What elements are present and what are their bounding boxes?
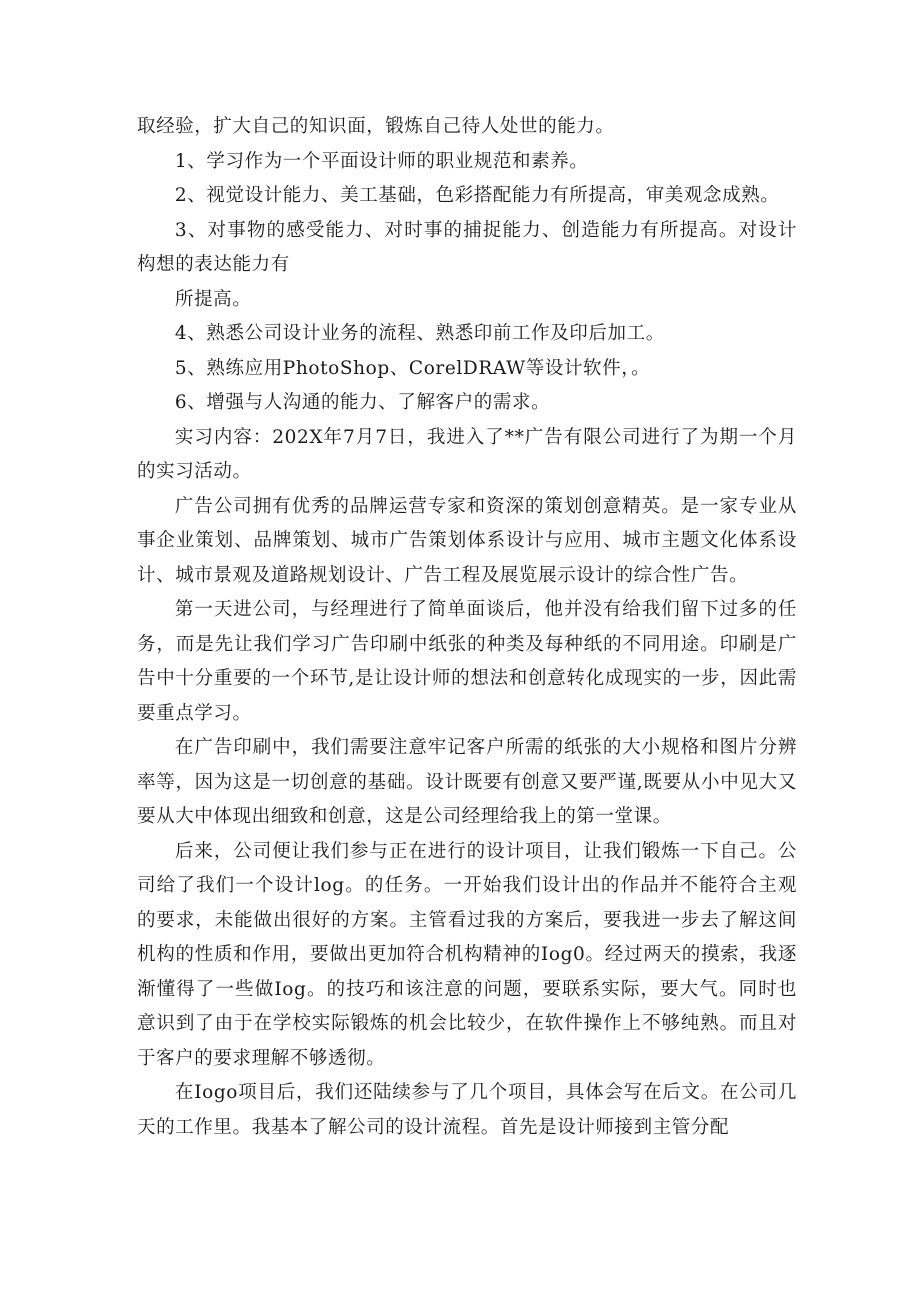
paragraph: 所提高。	[174, 288, 252, 310]
paragraph: 第一天进公司，与经理进行了简单面谈后，他并没有给我们留下过多的任务，而是先让我们学习广告印刷中纸张的种类及每种纸的不同用途。印刷是广告中十分重要的一个环节,是让设计师的想法和创意转化成现实的一步，因此需要重点学习。	[137, 599, 797, 724]
document-body	[137, 110, 797, 1145]
paragraph: 广告公司拥有优秀的品牌运营专家和资深的策划创意精英。是一家专业从事企业策划、品牌策划、城市广告策划体系设计与应用、城市主题文化体系设计、城市景观及道路规划设计、广告工程及展览展示设计的综合性广告。	[137, 495, 797, 586]
paragraph: 取经验，扩大自己的知识面，锻炼自己待人处世的能力。	[137, 116, 615, 137]
paragraph: 6、增强与人沟通的能力、了解客户的需求。	[174, 392, 551, 413]
paragraph: 后来，公司便让我们参与正在进行的设计项目，让我们锻炼一下自己。公司给了我们一个设计log。的任务。一开始我们设计出的作品并不能符合主观的要求，未能做出很好的方案。主管看过我的方案后，要我进一步去了解这间机构的性质和作用，要做出更加符合机构精神的Iog0。经过两天的摸索，我逐渐懂得了一些做Iog。的技巧和该注意的问题，要联系实际，要大气。同时也意识到了由于在学校实际锻炼的机会比较少，在软件操作上不够纯熟。而且对于客户的要求理解不够透彻。	[137, 840, 797, 1069]
paragraph: 在广告印刷中，我们需要注意牢记客户所需的纸张的大小规格和图片分辨率等，因为这是一切创意的基础。设计既要有创意又要严谨,既要从小中见大又要从大中体现出细致和创意，这是公司经理给我上的第一堂课。	[137, 737, 797, 827]
paragraph: 4、熟悉公司设计业务的流程、熟悉印前工作及印后加工。	[174, 323, 665, 344]
paragraph: 在Iogo项目后，我们还陆续参与了几个项目，具体会写在后文。在公司几天的工作里。我基本了解公司的设计流程。首先是设计师接到主管分配	[137, 1082, 797, 1138]
paragraph: 5、熟练应用PhotoShop、CorelDRAW等设计软件，。	[174, 357, 651, 379]
paragraph: 2、视觉设计能力、美工基础，色彩搭配能力有所提高，审美观念成熟。	[174, 185, 780, 206]
paragraph: 实习内容：202X年7月7日，我进入了**广告有限公司进行了为期一个月的实习活动。	[137, 426, 797, 482]
paragraph: 1、学习作为一个平面设计师的职业规范和素养。	[174, 150, 589, 172]
paragraph: 3、对事物的感受能力、对时事的捕捉能力、创造能力有所提高。对设计构想的表达能力有	[137, 219, 797, 275]
